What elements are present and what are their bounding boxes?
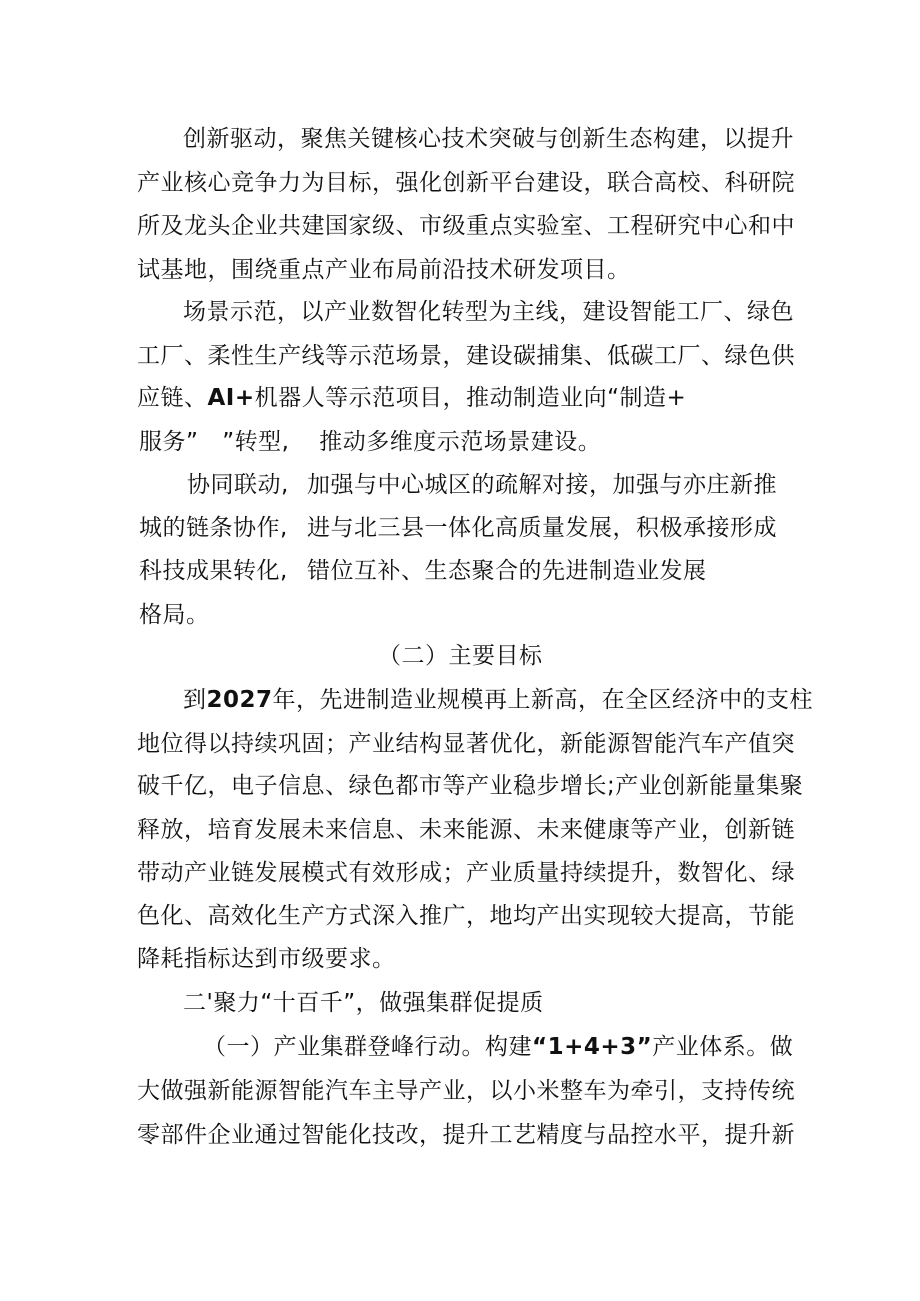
para-5-line-3: 零部件企业通过智能化技改，提升工艺精度与品控水平，提升新 — [137, 1122, 795, 1148]
para-2-line-2: 工厂、柔性生产线等示范场景，建设碳捕集、低碳工厂、绿色供 — [137, 343, 795, 369]
para-5-line-1 — [203, 1032, 793, 1062]
para-4-line-4: 释放，培育发展未来信息、未来能源、未来健康等产业，创新链 — [137, 817, 795, 843]
para-1-line-2: 产业核心竞争力为目标，强化创新平台建设，联合高校、科研院 — [137, 170, 795, 196]
section-title-cluster: 二'聚力“十百千”，做强集群促提质 — [183, 990, 544, 1016]
para-3-line-1 — [187, 470, 777, 500]
para-4-line-2: 地位得以持续巩固；产业结构显著优化，新能源智能汽车产值突 — [137, 731, 795, 757]
para-4-line-5: 带动产业链发展模式有效形成；产业质量持续提升，数智化、绿 — [137, 860, 795, 886]
para-1-line-4: 试基地，围绕重点产业布局前沿技术研发项目。 — [137, 257, 631, 283]
para-4-line-6: 色化、高效化生产方式深入推广，地均产出实现较大提高，节能 — [137, 903, 795, 929]
para-4-line-1-post: 年，先进制造业规模再上新高，在全区经济中的支柱 — [272, 687, 814, 713]
para-3-line-2-a: 城的链条协作, — [139, 515, 288, 541]
para-5-line-1-pre: （一）产业集群登峰行动。构建 — [203, 1034, 532, 1060]
para-3-line-3-b: 错位互补、生态聚合的先进制造业发展 — [307, 558, 707, 584]
para-2-line-3-pre: 应链、 — [137, 385, 208, 411]
para-4-line-3: 破千亿，电子信息、绿色都市等产业稳步增长;产业创新能量集聚 — [137, 773, 804, 799]
para-2-line-3-ai: AI+ — [207, 385, 255, 411]
para-2-line-4-c: 推动多维度示范场景建设。 — [319, 429, 602, 455]
para-3-line-2-b: 进与北三县一体化高质量发展，积极承接形成 — [307, 515, 777, 541]
para-4-line-1-pre: 到 — [183, 687, 207, 713]
para-3-line-1-a: 协同联动, — [187, 472, 289, 498]
section-heading-main-goals: （二）主要目标 — [378, 643, 543, 669]
para-4-line-1-year: 2027 — [206, 687, 273, 713]
para-2-line-4 — [139, 427, 601, 457]
para-3-line-2 — [139, 513, 777, 543]
para-1-line-1: 创新驱动，聚焦关键核心技术突破与创新生态构建，以提升 — [183, 126, 794, 152]
para-4-line-7: 降耗指标达到市级要求。 — [137, 946, 396, 972]
para-2-line-3 — [137, 383, 686, 413]
para-5-line-1-post: 产业体系。做 — [652, 1034, 794, 1060]
para-2-line-4-a: 服务” — [139, 429, 199, 455]
para-5-line-1-system: “1+4+3” — [532, 1034, 653, 1060]
para-5-line-2: 大做强新能源智能汽车主导产业，以小米整车为牵引，支持传统 — [137, 1078, 795, 1104]
para-2-line-3-post: 机器人等示范项目，推动制造业向“制造+ — [254, 385, 687, 411]
para-2-line-1: 场景示范，以产业数智化转型为主线，建设智能工厂、绿色 — [183, 299, 794, 325]
para-2-line-4-b: ”转型, — [222, 429, 290, 455]
para-1-line-3: 所及龙头企业共建国家级、市级重点实验室、工程研究中心和中 — [137, 213, 795, 239]
para-3-line-4: 格局。 — [139, 602, 210, 628]
para-3-line-3 — [139, 556, 707, 586]
para-4-line-1 — [183, 685, 813, 715]
para-3-line-1-b: 加强与中心城区的疏解对接，加强与亦庄新推 — [307, 472, 777, 498]
para-3-line-3-a: 科技成果转化, — [139, 558, 288, 584]
